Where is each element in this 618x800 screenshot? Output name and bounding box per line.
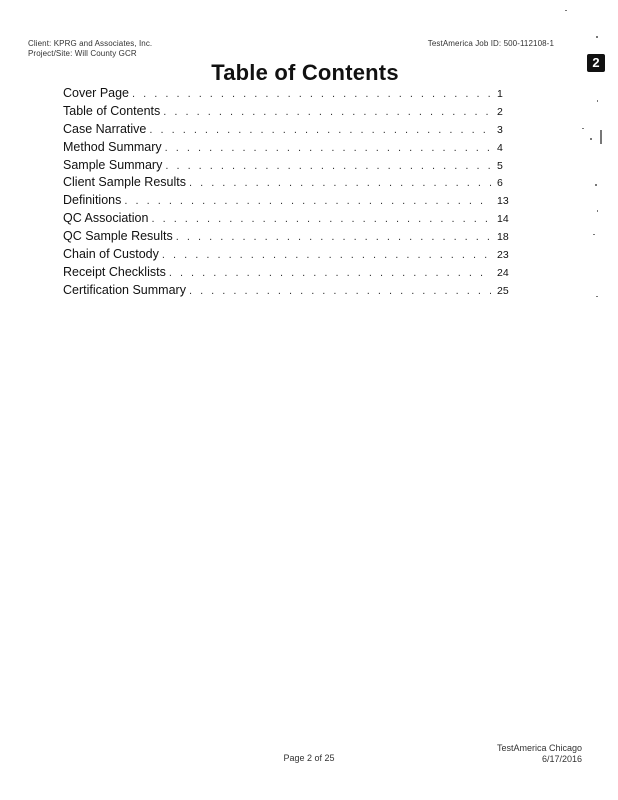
toc-page-number: 3 xyxy=(497,123,503,136)
toc-page-number: 14 xyxy=(497,213,509,226)
toc-leader-dots xyxy=(163,106,491,118)
toc-label: Definitions xyxy=(63,193,122,208)
toc-entry-sample-summary[interactable] xyxy=(63,158,515,176)
project-site: Project/Site: Will County GCR xyxy=(28,49,137,58)
toc-page-number: 25 xyxy=(497,284,509,297)
toc-label: QC Association xyxy=(63,211,149,226)
toc-leader-dots xyxy=(162,249,491,261)
toc-page-number: 4 xyxy=(497,141,503,154)
page-title: Table of Contents xyxy=(211,60,399,85)
report-date: 6/17/2016 xyxy=(541,754,582,764)
scan-speck xyxy=(590,138,592,140)
scan-speck xyxy=(595,184,597,186)
toc-leader-dots xyxy=(151,213,491,225)
toc-page-number: 1 xyxy=(497,88,503,100)
toc-leader-dots xyxy=(189,285,491,297)
toc-page-number: 6 xyxy=(497,177,503,190)
scan-speck xyxy=(593,234,595,235)
toc-leader-dots xyxy=(132,88,491,100)
scan-speck xyxy=(597,210,598,212)
scan-speck xyxy=(596,36,598,38)
toc-entry-cover-page[interactable] xyxy=(63,86,515,104)
toc-entry-table-of-contents[interactable] xyxy=(63,104,515,122)
page-number-footer: Page 2 of 25 xyxy=(283,753,335,763)
scan-speck xyxy=(582,128,584,129)
header-client-info xyxy=(28,39,152,59)
toc-entry-client-sample-results[interactable] xyxy=(63,175,515,193)
toc-leader-dots xyxy=(149,124,491,136)
toc-entry-definitions[interactable] xyxy=(63,193,515,211)
toc-page-number: 5 xyxy=(497,159,503,172)
toc-label: Certification Summary xyxy=(63,282,186,297)
toc-entry-case-narrative[interactable] xyxy=(63,122,515,140)
toc-entry-chain-of-custody[interactable] xyxy=(63,247,515,265)
toc-leader-dots xyxy=(169,267,491,279)
toc-entry-qc-association[interactable] xyxy=(63,211,515,229)
toc-page-number: 24 xyxy=(497,266,509,279)
toc-page-number: 18 xyxy=(497,231,509,244)
scan-speck xyxy=(600,130,602,144)
toc-leader-dots xyxy=(165,142,491,154)
scan-speck xyxy=(565,10,567,11)
toc-page-number: 2 xyxy=(497,105,503,118)
toc-entry-receipt-checklists[interactable] xyxy=(63,265,515,283)
toc-label: Cover Page xyxy=(63,86,130,100)
scan-speck xyxy=(597,100,598,102)
client-name: Client: KPRG and Associates, Inc. xyxy=(28,39,153,48)
table-of-contents xyxy=(63,86,515,301)
footer-lab-info xyxy=(497,743,582,765)
toc-label: QC Sample Results xyxy=(63,229,173,244)
toc-label: Case Narrative xyxy=(63,121,147,136)
toc-label: Method Summary xyxy=(63,139,162,154)
section-tab-badge: 2 xyxy=(587,54,605,72)
toc-label: Sample Summary xyxy=(63,157,163,172)
toc-entry-qc-sample-results[interactable] xyxy=(63,229,515,247)
toc-leader-dots xyxy=(176,231,491,243)
toc-page-number: 23 xyxy=(497,249,509,262)
toc-label: Client Sample Results xyxy=(63,175,186,190)
job-id: TestAmerica Job ID: 500-112108-1 xyxy=(427,39,554,48)
toc-label: Receipt Checklists xyxy=(63,264,166,279)
toc-entry-method-summary[interactable] xyxy=(63,140,515,158)
lab-name: TestAmerica Chicago xyxy=(496,743,582,753)
toc-label: Chain of Custody xyxy=(63,247,159,262)
toc-page-number: 13 xyxy=(497,195,509,208)
toc-entry-certification-summary[interactable] xyxy=(63,283,515,301)
toc-leader-dots xyxy=(124,195,491,207)
toc-leader-dots xyxy=(189,177,491,189)
scan-speck xyxy=(596,296,598,297)
toc-label: Table of Contents xyxy=(63,103,161,118)
toc-leader-dots xyxy=(165,160,491,172)
